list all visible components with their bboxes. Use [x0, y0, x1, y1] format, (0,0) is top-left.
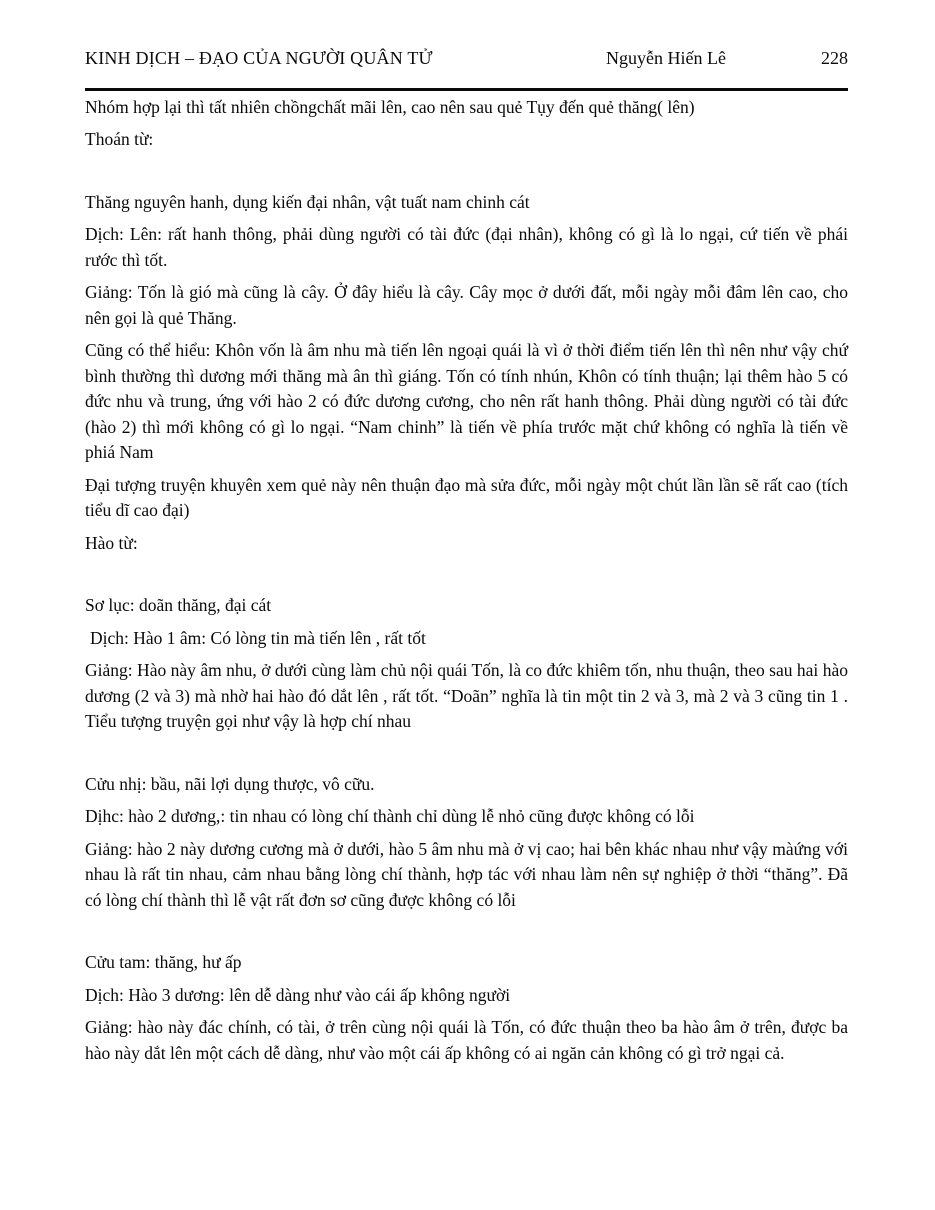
paragraph-dich-hao-3: Dịch: Hào 3 dương: lên dễ dàng như vào cái ấp không người — [85, 984, 511, 1005]
paragraph-giang-hao-2: Giảng: hào 2 này dương cương mà ở dưới, hào 5 âm nhu mà ở vị cao; hai bên khác nhau như vậy màứng với nhau là rất tin nhau, cảm nhau bằng lòng chí thành, hợp tác với nhau làm nên sự nghiệp ở thời “thăng”. Đã có lòng chí thành thì lễ vật rất đơn sơ cũng được không có lỗi — [85, 838, 848, 910]
header-rule — [85, 88, 848, 91]
author-name: Nguyễn Hiến Lê — [606, 48, 726, 68]
paragraph-intro: Nhóm hợp lại thì tất nhiên chồngchất mãi lên, cao nên sau quẻ Tụy đến quẻ thăng( lên) — [85, 96, 695, 117]
paragraph-giang-hao-1: Giảng: Hào này âm nhu, ở dưới cùng làm chủ nội quái Tốn, là co đức khiêm tốn, nhu thuận, theo sau hai hào dương (2 và 3) mà nhờ hai hào đó dắt lên , rất tốt. “Doãn” nghĩa là tin một tin 2 và 3, mà 2 và 3 cũng tin 1 . Tiểu tượng truyện gọi như vậy là hợp chí nhau — [85, 660, 848, 732]
paragraph-dai-tuong-truyen: Đại tượng truyện khuyên xem quẻ này nên thuận đạo mà sửa đức, mỗi ngày một chút lần lần sẽ rất cao (tích tiểu dĩ cao đại) — [85, 474, 848, 521]
paragraph-thang-nguyen-hanh: Thăng nguyên hanh, dụng kiến đại nhân, vật tuất nam chinh cát — [85, 191, 530, 212]
paragraph-dich-hao-1: Dịch: Hào 1 âm: Có lòng tin mà tiến lên , rất tốt — [90, 627, 426, 648]
paragraph-dich-len: Dịch: Lên: rất hanh thông, phải dùng người có tài đức (đại nhân), không có gì là lo ngại, cứ tiến về phái rước thì tốt. — [85, 224, 848, 270]
page-number: 228 — [821, 48, 848, 68]
paragraph-giang-ton: Giảng: Tốn là gió mà cũng là cây. Ở đây hiểu là cây. Cây mọc ở dưới đất, mỗi ngày mỗi đâm lên cao, cho nên gọi là quẻ Thăng. — [85, 282, 848, 328]
paragraph-dich-hao-2: Dịhc: hào 2 dương,: tin nhau có lòng chí thành chỉ dùng lễ nhỏ cũng được không có lỗi — [85, 806, 695, 827]
page-body — [85, 95, 848, 1067]
paragraph-hao-tu: Hào từ: — [85, 532, 138, 553]
paragraph-thoan-tu: Thoán từ: — [85, 129, 154, 150]
paragraph-giang-hao-3: Giảng: hào này đác chính, có tài, ở trên cùng nội quái là Tốn, có đức thuận theo ba hào âm ở trên, được ba hào này dắt lên một cách dễ dàng, như vào một cái ấp không có ai ngăn cản không có gì trở ngại cả. — [85, 1017, 848, 1063]
paragraph-so-luc: Sơ lục: doãn thăng, đại cát — [85, 595, 272, 616]
paragraph-cung-co-the-hieu: Cũng có thể hiểu: Khôn vốn là âm nhu mà tiến lên ngoại quái là vì ở thời điểm tiến lên thì nên như vậy chứ bình thường thì dương mới thăng mà ân thì giáng. Tốn có tính nhún, Khôn có tính thuận; lại thêm hào 5 có đức nhu và trung, ứng với hào 2 có đức dương cương, cho nên rất hanh thông. Phải dùng người có tài đức (hào 2) thì mới không có gì lo ngại. “Nam chinh” là tiến về phía trước mặt chứ không có nghĩa là tiến về phiá Nam — [85, 340, 848, 463]
book-title: KINH DỊCH – ĐẠO CỦA NGƯỜI QUÂN TỬ — [85, 48, 433, 68]
paragraph-cuu-tam: Cửu tam: thăng, hư ấp — [85, 952, 242, 973]
running-header — [85, 48, 848, 70]
paragraph-cuu-nhi: Cửu nhị: bầu, nãi lợi dụng thược, vô cữu. — [85, 773, 375, 794]
